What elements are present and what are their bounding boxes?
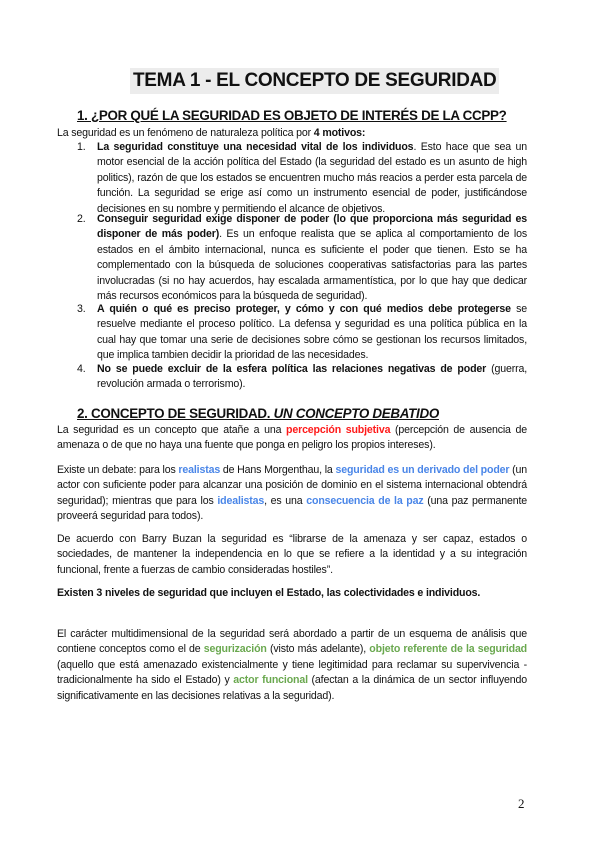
list-number: 4. <box>77 363 86 375</box>
text-run: (un actor con suficiente poder para alcanzar una posición de dominio en el sistema internacional obtendrá seguridad); mientras que para los <box>57 464 528 507</box>
text-run: Conseguir seguridad exige disponer de poder (lo que proporciona más seguridad es disponer de más poder) <box>97 213 527 241</box>
text-run: A quién o qué es preciso proteger, y cómo y con qué medios debe protegerse <box>97 303 511 315</box>
text-run: Existen 3 niveles de seguridad que incluyen el Estado, las colectividades e individuos. <box>57 587 481 599</box>
list-item-text <box>97 363 527 390</box>
highlighted-term: realistas <box>178 464 221 476</box>
text-run: De acuerdo con Barry Buzan la seguridad es “librarse de la amenaza y ser capaz, estados o sociedades, de mantener la independencia en lo que se refiere a la identidad y a su integración funcional, frente a fuerzas de cambio consideradas hostiles”. <box>57 533 527 576</box>
list-number: 3. <box>77 303 86 315</box>
text-run: de Hans Morgenthau, la <box>220 464 336 476</box>
highlighted-term: objeto referente de la seguridad <box>369 643 528 656</box>
text-run: (afectan a la dinámica de un sector influyendo significativamente en las decisiones relativas a la seguridad). <box>57 674 527 702</box>
highlighted-term: idealistas <box>217 494 265 507</box>
list-number: 2. <box>77 213 86 225</box>
section-2-heading <box>77 406 439 421</box>
text-run: La seguridad es un concepto que atañe a una <box>57 424 287 436</box>
highlighted-term: seguridad es un derivado del poder <box>335 464 510 476</box>
list-item-2 <box>77 212 527 304</box>
section-2-heading-text: 2. CONCEPTO DE SEGURIDAD. <box>77 406 274 421</box>
paragraph <box>57 423 527 454</box>
page-number: 2 <box>518 796 525 811</box>
list-item-text <box>97 141 527 215</box>
highlighted-term: percepción subjetiva <box>286 424 391 436</box>
list-item-text <box>97 213 527 302</box>
list-item-4 <box>77 362 528 393</box>
text-run: 4 motivos: <box>313 127 366 139</box>
page-title: TEMA 1 - EL CONCEPTO DE SEGURIDAD <box>130 68 499 94</box>
text-run: . Es un enfoque realista que se aplica al comportamiento de los estados en el ámbito internacional, nunca es suficiente el poder que tienen. Esto se ha complementado con la búsqueda de soluciones cooperativas satisfactorias para las partes involucradas (si no hay acuerdos, hay escalada armamentística, por lo que hay que dedicar más recursos económicos para la búsqueda de seguridad). <box>97 228 527 303</box>
text-run: . Esto hace que sea un motor esencial de la acción política del Estado (la seguridad del estado es un asunto de high politics), razón de que los estados se encuentren mucho más reacios a perder esta parcela de función. La seguridad se erige así como un instrumento esencial de poder, justificándose decisiones en su nombre y permitiendo el alcance de objetivos. <box>97 141 527 215</box>
paragraph <box>57 627 527 704</box>
list-item-text <box>97 303 527 361</box>
text-run: La seguridad constituye una necesidad vital de los individuos <box>97 141 414 153</box>
text-run: se resuelve mediante el proceso político. La defensa y seguridad es una política pública en la cual hay que tomar una serie de decisiones sobre cómo se gestionan los recursos limitados, que implica tambien decidir la prioridad de las necesidades. <box>97 303 527 362</box>
highlighted-term: consecuencia de la paz <box>306 494 424 507</box>
list-item-1 <box>77 140 527 217</box>
highlighted-term: actor funcional <box>233 674 308 687</box>
text-run: La seguridad es un fenómeno de naturaleza política por <box>57 127 314 139</box>
list-number: 1. <box>77 141 86 153</box>
text-run: (una paz permanente proveerá seguridad para todos). <box>57 494 527 523</box>
paragraph <box>57 532 527 578</box>
list-item-3 <box>77 302 527 364</box>
section-1-heading: 1. ¿POR QUÉ LA SEGURIDAD ES OBJETO DE INTERÉS DE LA CCPP? <box>77 108 507 123</box>
paragraph <box>57 586 527 601</box>
text-run: , es una <box>264 494 307 507</box>
section-2-heading-italic: UN CONCEPTO DEBATIDO <box>273 406 439 421</box>
text-run: (percepción de ausencia de amenaza o de que no haya una fuente que ponga en peligro los propios intereses). <box>57 424 527 452</box>
text-run: (visto más adelante), <box>266 643 370 656</box>
highlighted-term: segurización <box>203 643 267 656</box>
text-run: (aquello que está amenazado existencialmente y tiene legitimidad para reclamar su supervivencia - tradicionalmente ha sido el Estado) y <box>57 658 527 687</box>
text-run: (guerra, revolución armada o terrorismo). <box>97 363 528 391</box>
text-run: Existe un debate: para los <box>57 464 179 476</box>
text-run: El carácter multidimensional de la seguridad será abordado a partir de un esquema de análisis que contiene conceptos como el de <box>57 628 527 656</box>
text-run: No se puede excluir de la esfera política las relaciones negativas de poder <box>97 363 487 375</box>
paragraph <box>57 463 527 525</box>
